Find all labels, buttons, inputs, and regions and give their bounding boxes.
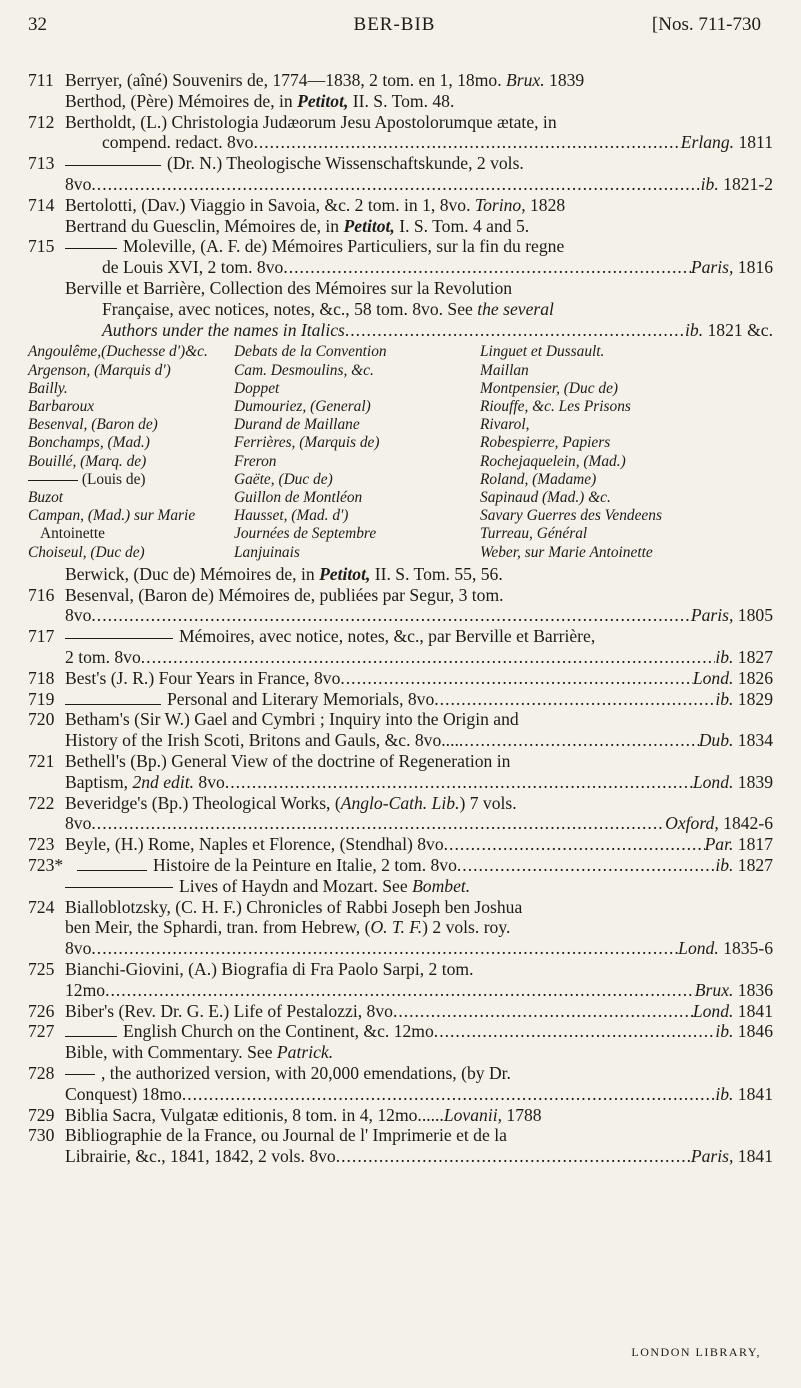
entry-text: English Church on the Continent, &c. 12mo [123, 1021, 434, 1042]
entry-text: Bertrand du Guesclin, Mémoires de, in [65, 215, 344, 236]
entry-place: ib. [715, 646, 734, 667]
entry-year: 1841 [733, 1000, 773, 1021]
author-name: Campan, (Mad.) sur Marie [28, 507, 196, 525]
entry-text: ben Meir, the Sphardi, tran. from Hebrew, ( [65, 917, 371, 938]
entry-place: Paris, [690, 257, 734, 278]
entry-text: Bethell's (Bp.) General View of the doctrine of Regeneration in [65, 750, 511, 771]
author-name: Durand de Maillane [234, 416, 360, 434]
entry-year: 1834 [733, 730, 773, 751]
entry-year: 1827 [733, 646, 773, 667]
entry-text: 2 tom. 8vo [65, 646, 141, 667]
author-name: Bouillé, (Marq. de) [28, 452, 147, 470]
entry-number: 719 [28, 688, 55, 709]
entry-place: Torino, [474, 194, 526, 215]
entry-number: 725 [28, 958, 55, 979]
author-name: Maillan [480, 361, 529, 379]
entry-place: Lond. [692, 667, 734, 688]
ditto-dash [65, 1036, 117, 1037]
entry-text: 8vo [65, 605, 92, 626]
entry-text: I. S. Tom. 4 and 5. [394, 215, 530, 236]
entry-year: 1839 [733, 771, 773, 792]
entry-number: 730 [28, 1125, 55, 1146]
entry-text: Besenval, (Baron de) Mémoires de, publiées par Segur, 3 tom. [65, 584, 504, 605]
author-name: Linguet et Dussault. [480, 343, 605, 361]
entry-text: (Dr. N.) Theologische Wissenschaftskunde, 2 vols. [167, 153, 524, 174]
entry-712 [28, 112, 773, 154]
entry-year: 1811 [734, 132, 773, 153]
entry-place: ib. [715, 1021, 734, 1042]
entry-year: 1827 [733, 854, 773, 875]
author-column-1 [28, 343, 234, 561]
entry-text: II. S. Tom. 55, 56. [370, 563, 503, 584]
entry-place: ib. [685, 319, 704, 340]
entry-text: Berwick, (Duc de) Mémoires de, in [65, 563, 320, 584]
author-name: Guillon de Montléon [234, 488, 363, 506]
entry-number: 723* [28, 854, 64, 875]
entry-718 [28, 668, 773, 689]
entry-722 [28, 793, 773, 835]
author-name: Buzot [28, 488, 64, 506]
ditto-dash [65, 248, 117, 249]
entry-726 [28, 1001, 773, 1022]
entry-723-lives [28, 876, 773, 897]
entry-place: ib. [700, 173, 719, 194]
author-name: Bonchamps, (Mad.) [28, 434, 150, 452]
ditto-dash [65, 704, 161, 705]
entry-range: [Nos. 711-730 [651, 14, 761, 35]
entry-text: Best's (J. R.) Four Years in France, 8vo [65, 667, 341, 688]
entry-721 [28, 751, 773, 793]
entry-text: Biblia Sacra, Vulgatæ editionis, 8 tom. in 4, 12mo...... [65, 1104, 444, 1125]
entry-text: Beveridge's (Bp.) Theological Works, ( [65, 792, 341, 813]
entry-text: Berthod, (Père) Mémoires de, in [65, 90, 298, 111]
entry-text: de Louis XVI, 2 tom. 8vo [102, 257, 284, 278]
entry-place: Lond. [692, 1000, 734, 1021]
entry-text: History of the Irish Scoti, Britons and Gauls, &c. 8vo.... [65, 730, 459, 751]
author-name: Turreau, Général [480, 525, 588, 543]
entry-number: 723 [28, 834, 55, 855]
entry-number: 715 [28, 236, 55, 257]
entry-text: Moleville, (A. F. de) Mémoires Particuliers, sur la fin du regne [123, 236, 565, 257]
author-columns [28, 343, 773, 561]
entry-text: Bertholdt, (L.) Christologia Judæorum Jesu Apostolorumque ætate, in [65, 111, 557, 132]
entry-place: ib. [715, 854, 734, 875]
entry-number: 717 [28, 626, 55, 647]
entry-text: Bianchi-Giovini, (A.) Biografia di Fra Paolo Sarpi, 2 tom. [65, 958, 474, 979]
author-name: Lanjuinais [234, 543, 300, 561]
author-name: Weber, sur Marie Antoinette [480, 543, 653, 561]
entry-text: Conquest) 18mo [65, 1083, 182, 1104]
author-name: Besenval, (Baron de) [28, 416, 158, 434]
author-name: (Louis de) [81, 470, 146, 488]
ditto-dash [65, 887, 173, 888]
author-name: Sapinaud (Mad.) &c. [480, 488, 611, 506]
entry-year: 1826 [733, 667, 773, 688]
entry-723 [28, 834, 773, 855]
running-head: BER-BIB [353, 14, 436, 35]
entry-text: 8vo [194, 771, 225, 792]
entry-text: Personal and Literary Memorials, 8vo [167, 688, 435, 709]
entry-place: Paris, [690, 1146, 734, 1167]
entry-text: Lives of Haydn and Mozart. See [179, 875, 413, 896]
entry-711 [28, 70, 773, 112]
entry-year: 1828 [525, 194, 566, 215]
entry-number: 713 [28, 153, 55, 174]
entry-berwick [28, 564, 773, 585]
entry-720 [28, 709, 773, 751]
author-name: Debats de la Convention [234, 343, 387, 361]
ditto-dash [65, 638, 173, 639]
entry-727 [28, 1021, 773, 1063]
entry-year: 1821 &c. [703, 319, 773, 340]
entry-714 [28, 195, 773, 237]
entry-year: 1817 [733, 834, 773, 855]
author-name: Angoulême,(Duchesse d')&c. [28, 343, 208, 361]
series-ref: Petitot, [297, 90, 349, 111]
author-name: Antoinette [40, 525, 105, 543]
entry-place: ib. [715, 1083, 734, 1104]
ditto-dash [77, 870, 147, 871]
ditto-dash [65, 165, 161, 166]
author-name: Ferrières, (Marquis de) [234, 434, 380, 452]
author-name: Roland, (Madame) [480, 470, 597, 488]
entry-year: 1836 [733, 979, 773, 1000]
see-ref: Patrick. [276, 1042, 334, 1063]
entry-text: ) 2 vols. roy. [422, 917, 511, 938]
entry-text: Librairie, &c., 1841, 1842, 2 vols. 8vo [65, 1146, 336, 1167]
edition: 2nd edit. [132, 771, 195, 792]
entry-number: 711 [28, 70, 54, 90]
entry-text: Histoire de la Peinture en Italie, 2 tom. 8vo [153, 854, 457, 875]
author-name: Barbaroux [28, 397, 95, 415]
entry-text: Berryer, (aîné) Souvenirs de, 1774—1838, 2 tom. en 1, 18mo. [65, 70, 507, 90]
author-name: Montpensier, (Duc de) [480, 379, 619, 397]
entry-place: Lovanii, [443, 1104, 502, 1125]
entry-text: 12mo [65, 979, 106, 1000]
entry-text: Beyle, (H.) Rome, Naples et Florence, (Stendhal) 8vo [65, 834, 444, 855]
entry-text: II. S. Tom. 48. [348, 90, 455, 111]
entry-place: Lond. [692, 771, 734, 792]
entry-text: Française, avec notices, notes, &c., 58 tom. 8vo. See [102, 298, 478, 319]
entry-year: 1841 [733, 1083, 773, 1104]
author-name: Cam. Desmoulins, &c. [234, 361, 374, 379]
entry-place: Paris, [690, 605, 734, 626]
author-name: Rivarol, [480, 416, 530, 434]
author-column-3 [480, 343, 773, 561]
entry-year: 1805 [733, 605, 773, 626]
entry-text: Betham's (Sir W.) Gael and Cymbri ; Inquiry into the Origin and [65, 709, 519, 730]
entry-place: Dub. [698, 730, 734, 751]
author-name: Rochejaquelein, (Mad.) [480, 452, 626, 470]
entry-text: Mémoires, avec notice, notes, &c., par Berville et Barrière, [179, 626, 596, 647]
entry-719 [28, 689, 773, 710]
entry-number: 716 [28, 584, 55, 605]
author-name: Robespierre, Papiers [480, 434, 611, 452]
entry-number: 720 [28, 709, 55, 730]
entry-text: ) 7 vols. [459, 792, 517, 813]
entry-year: 1846 [733, 1021, 773, 1042]
entry-place: Oxford, [665, 813, 719, 834]
entry-728 [28, 1063, 773, 1105]
entry-724 [28, 897, 773, 959]
author-name: Dumouriez, (General) [234, 397, 371, 415]
author-name: Bailly. [28, 379, 68, 397]
entry-text: Biber's (Rev. Dr. G. E.) Life of Pestalozzi, 8vo [65, 1000, 393, 1021]
author-name: Gaëte, (Duc de) [234, 470, 333, 488]
entry-place: Erlang. [680, 132, 735, 153]
page-number: 32 [28, 14, 47, 35]
entry-year: 1835-6 [718, 938, 773, 959]
entry-year: 1842-6 [718, 813, 773, 834]
entry-year: 1839 [544, 70, 585, 90]
see-ref: Authors under the names in Italics [102, 319, 345, 340]
ditto-dash [65, 1074, 95, 1075]
entry-place: Brux. [694, 979, 734, 1000]
entry-year: 1788 [502, 1104, 542, 1125]
entry-place: Lond. [678, 938, 719, 959]
entry-text: Baptism, [65, 771, 133, 792]
series-ref: O. T. F. [370, 917, 423, 938]
entry-number: 727 [28, 1021, 55, 1042]
entry-number: 718 [28, 667, 55, 688]
entry-number: 724 [28, 896, 55, 917]
entry-place: ib. [715, 688, 734, 709]
entry-year: 1841 [733, 1146, 773, 1167]
author-column-2 [234, 343, 480, 561]
author-name: Savary Guerres des Vendeens [480, 507, 662, 525]
entry-year: 1829 [733, 688, 773, 709]
author-name: Argenson, (Marquis d') [28, 361, 171, 379]
entry-text: 8vo [65, 813, 92, 834]
author-name: Journées de Septembre [234, 525, 377, 543]
entry-text: Bibliographie de la France, ou Journal de l' Imprimerie et de la [65, 1125, 507, 1146]
entry-number: 728 [28, 1062, 55, 1083]
series-ref: Anglo-Cath. Lib. [340, 792, 460, 813]
entry-text: , the authorized version, with 20,000 emendations, (by Dr. [101, 1062, 511, 1083]
entry-text: Bertolotti, (Dav.) Viaggio in Savoia, &c. 2 tom. in 1, 8vo. [65, 194, 475, 215]
series-ref: Petitot, [319, 563, 371, 584]
author-name: Hausset, (Mad. d') [234, 507, 349, 525]
entry-723-star [28, 855, 773, 876]
page-header [28, 14, 761, 38]
entry-place: Par. [704, 834, 734, 855]
entry-713 [28, 153, 773, 195]
footer-catchword: LONDON LIBRARY, [631, 1345, 761, 1359]
entry-text: 8vo [65, 173, 92, 194]
see-ref: the several [477, 298, 554, 319]
entry-716 [28, 585, 773, 627]
author-name: Choiseul, (Duc de) [28, 543, 145, 561]
entry-number: 726 [28, 1000, 55, 1021]
series-ref: Petitot, [343, 215, 395, 236]
author-name: Freron [234, 452, 277, 470]
entry-place: Brux. [506, 70, 545, 90]
entry-text: compend. redact. 8vo [102, 132, 254, 153]
entry-text: Bible, with Commentary. See [65, 1042, 277, 1063]
entry-year: 1816 [733, 257, 773, 278]
entry-730 [28, 1125, 773, 1167]
entry-715 [28, 236, 773, 340]
entry-number: 714 [28, 194, 55, 215]
see-ref: Bombet. [412, 875, 471, 896]
ditto-dash [28, 480, 78, 481]
entry-725 [28, 959, 773, 1001]
entry-number: 721 [28, 750, 55, 771]
entry-year: 1821-2 [718, 173, 773, 194]
entry-text: Bialloblotzsky, (C. H. F.) Chronicles of Rabbi Joseph ben Joshua [65, 896, 523, 917]
author-name: Doppet [234, 379, 280, 397]
entry-729 [28, 1105, 773, 1126]
catalogue-body [28, 70, 773, 1167]
author-name: Riouffe, &c. Les Prisons [480, 397, 631, 415]
entry-717 [28, 626, 773, 668]
entry-text: Berville et Barrière, Collection des Mémoires sur la Revolution [65, 277, 513, 298]
entry-number: 729 [28, 1104, 55, 1125]
entry-number: 722 [28, 792, 55, 813]
entry-number: 712 [28, 111, 55, 132]
entry-text: 8vo [65, 938, 92, 959]
